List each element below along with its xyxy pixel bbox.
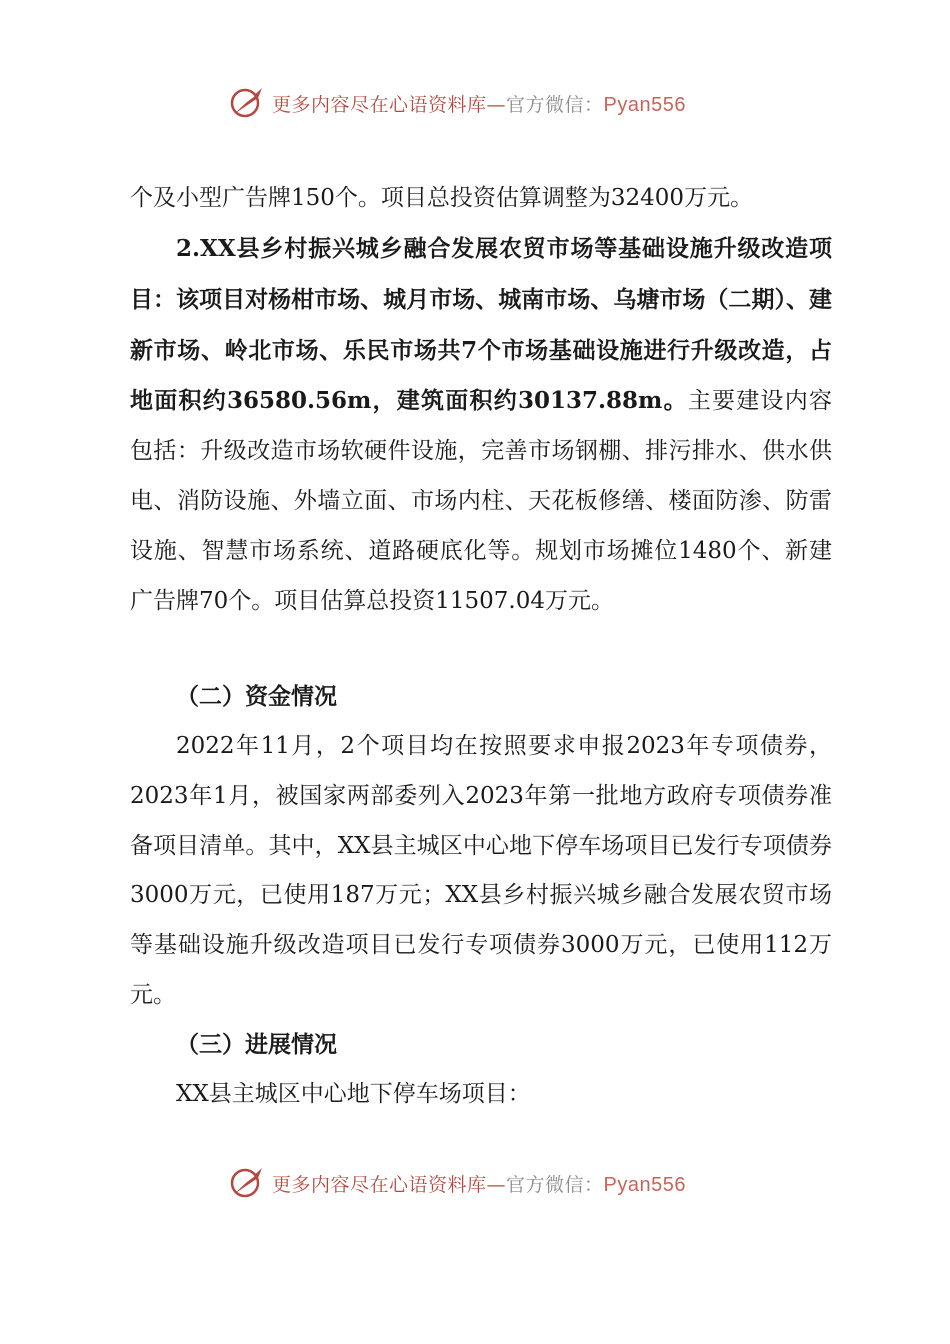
paragraph-3: 2022年11月，2个项目均在按照要求申报2023年专项债券，2023年1月，被国家两部委列入2023年第一批地方政府专项债券准备项目清单。其中，XX县主城区中心地下停车场项目已发行专项债券3000万元，已使用187万元；XX县乡村振兴城乡融合发展农贸市场等基础设施升级改造项目已发行专项债券3000万元，已使用112万元。 bbox=[130, 733, 832, 1008]
header-banner bbox=[0, 82, 950, 122]
banner-brand: Pyan556 bbox=[603, 94, 686, 116]
banner-brand: Pyan556 bbox=[603, 1174, 686, 1196]
banner-main-text: 更多内容尽在心语资料库 bbox=[272, 94, 487, 116]
paragraph-2-bold: 2.XX县乡村振兴城乡融合发展农贸市场等基础设施升级改造项目：该项目对杨柑市场、城月市场、城南市场、乌塘市场（二期）、建新市场、岭北市场、乐民市场共7个市场基础设施进行升级改造，占地面积约36580.56m，建筑面积约30137.88m。 bbox=[130, 235, 832, 415]
banner-dash: — bbox=[486, 1174, 507, 1196]
banner-main-text: 更多内容尽在心语资料库 bbox=[272, 1174, 487, 1196]
paragraph-1: 个及小型广告牌150个。项目总投资估算调整为32400万元。 bbox=[130, 185, 754, 211]
banner-dash: — bbox=[486, 94, 507, 116]
banner-sub-text: 官方微信： bbox=[506, 1174, 604, 1196]
banner-sub-text: 官方微信： bbox=[506, 94, 604, 116]
banner-text bbox=[272, 1170, 686, 1197]
paragraph-2-rest: 主要建设内容包括：升级改造市场软硬件设施，完善市场钢棚、排污排水、供水供电、消防设施、外墙立面、市场内柱、天花板修缮、楼面防渗、防雷设施、智慧市场系统、道路硬底化等。规划市场摊位1480个、新建广告牌70个。项目估算总投资11507.04万元。 bbox=[130, 388, 832, 614]
footer-banner bbox=[0, 1162, 950, 1202]
quill-logo-icon bbox=[228, 1164, 268, 1200]
banner-text bbox=[272, 90, 686, 117]
quill-logo-icon bbox=[228, 84, 268, 120]
paragraph-4: XX县主城区中心地下停车场项目： bbox=[176, 1081, 531, 1107]
paragraph-2 bbox=[130, 224, 832, 626]
heading-funds: （二）资金情况 bbox=[176, 683, 337, 710]
heading-progress: （三）进展情况 bbox=[176, 1031, 337, 1058]
